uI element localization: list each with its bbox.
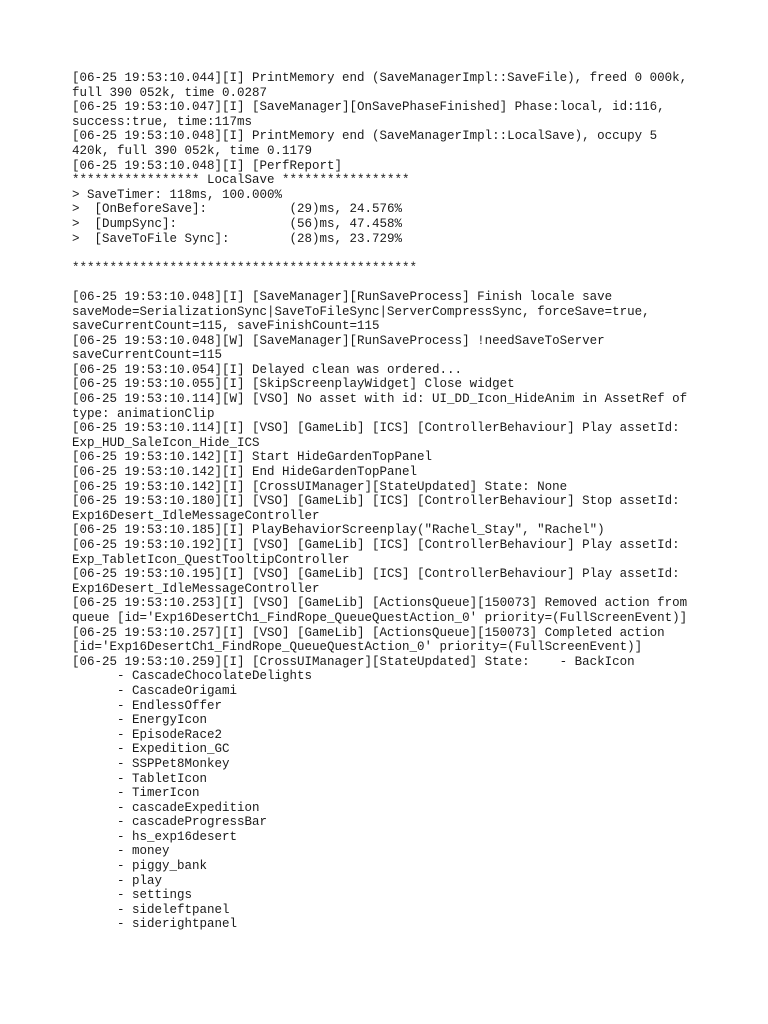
log-line: - CascadeOrigami <box>72 683 238 698</box>
log-line: ********************************************** <box>72 260 418 275</box>
log-line: [06-25 19:53:10.142][I] Start HideGardenTopPanel <box>72 450 433 465</box>
log-line: [06-25 19:53:10.142][I] [CrossUIManager][StateUpdated] State: None <box>72 479 568 494</box>
log-line: [06-25 19:53:10.048][I] [PerfReport] <box>72 158 343 173</box>
log-line: - TabletIcon <box>72 771 208 786</box>
log-line: - hs_exp16desert <box>72 829 238 844</box>
log-line: - cascadeExpedition <box>72 800 260 815</box>
log-line: - TimerIcon <box>72 786 200 801</box>
log-line: [06-25 19:53:10.185][I] PlayBehaviorScreenplay("Rachel_Stay", "Rachel") <box>72 523 605 538</box>
log-line: [06-25 19:53:10.044][I] PrintMemory end (SaveManagerImpl::SaveFile), freed 0 000k, <box>72 71 688 85</box>
log-line: > [SaveToFile Sync]: (28)ms, 23.729% <box>72 231 403 246</box>
log-line: saveCurrentCount=115 <box>72 348 223 363</box>
log-line: > [DumpSync]: (56)ms, 47.458% <box>72 216 403 231</box>
log-line: [id='Exp16DesertCh1_FindRope_QueueQuestAction_0' priority=(FullScreenEvent)] <box>72 640 643 655</box>
blank-line <box>72 246 702 261</box>
log-line: - cascadeProgressBar <box>72 815 268 830</box>
log-line: - EpisodeRace2 <box>72 727 223 742</box>
log-line: [06-25 19:53:10.114][I] [VSO] [GameLib] [ICS] [ControllerBehaviour] Play assetId: <box>72 421 680 436</box>
log-line: success:true, time:117ms <box>72 114 253 129</box>
log-line: - Expedition_GC <box>72 742 230 757</box>
log-line: ***************** LocalSave ***************** <box>72 173 410 188</box>
log-line: - SSPPet8Monkey <box>72 756 230 771</box>
log-line: full 390 052k, time 0.0287 <box>72 85 268 100</box>
log-line: - sideleftpanel <box>72 902 230 917</box>
log-line: - settings <box>72 888 193 903</box>
log-line: [06-25 19:53:10.195][I] [VSO] [GameLib] [ICS] [ControllerBehaviour] Play assetId: <box>72 567 680 582</box>
log-line: queue [id='Exp16DesertCh1_FindRope_QueueQuestAction_0' priority=(FullScreenEvent)] <box>72 610 688 625</box>
log-document <box>72 71 702 932</box>
log-line: saveCurrentCount=115, saveFinishCount=115 <box>72 319 380 334</box>
log-line: - play <box>72 873 163 888</box>
log-line: > [OnBeforeSave]: (29)ms, 24.576% <box>72 202 403 217</box>
log-line: Exp16Desert_IdleMessageController <box>72 581 320 596</box>
log-line: [06-25 19:53:10.048][W] [SaveManager][RunSaveProcess] !needSaveToServer <box>72 333 605 348</box>
log-line: - money <box>72 844 170 859</box>
log-line: - piggy_bank <box>72 859 208 874</box>
log-line: [06-25 19:53:10.253][I] [VSO] [GameLib] [ActionsQueue][150073] Removed action from <box>72 596 688 611</box>
log-line: [06-25 19:53:10.259][I] [CrossUIManager][StateUpdated] State: - BackIcon <box>72 654 635 669</box>
log-line: - EnergyIcon <box>72 713 208 728</box>
blank-line <box>72 275 702 290</box>
log-line: saveMode=SerializationSync|SaveToFileSync|ServerCompressSync, forceSave=true, <box>72 304 650 319</box>
log-line: type: animationClip <box>72 406 215 421</box>
log-line: [06-25 19:53:10.192][I] [VSO] [GameLib] [ICS] [ControllerBehaviour] Play assetId: <box>72 538 680 552</box>
log-line: [06-25 19:53:10.180][I] [VSO] [GameLib] [ICS] [ControllerBehaviour] Stop assetId: <box>72 494 680 509</box>
log-line: Exp16Desert_IdleMessageController <box>72 508 320 523</box>
log-line: - EndlessOffer <box>72 698 223 713</box>
log-line: [06-25 19:53:10.048][I] PrintMemory end (SaveManagerImpl::LocalSave), occupy 5 <box>72 129 658 144</box>
log-line: Exp_TabletIcon_QuestTooltipController <box>72 552 350 567</box>
log-line: - CascadeChocolateDelights <box>72 669 313 684</box>
log-line: > SaveTimer: 118ms, 100.000% <box>72 187 283 202</box>
log-line: - siderightpanel <box>72 917 238 932</box>
log-line: [06-25 19:53:10.055][I] [SkipScreenplayWidget] Close widget <box>72 377 515 392</box>
log-line: [06-25 19:53:10.048][I] [SaveManager][RunSaveProcess] Finish locale save <box>72 289 613 304</box>
log-line: 420k, full 390 052k, time 0.1179 <box>72 143 313 158</box>
log-line: [06-25 19:53:10.142][I] End HideGardenTopPanel <box>72 465 418 480</box>
log-line: [06-25 19:53:10.047][I] [SaveManager][OnSavePhaseFinished] Phase:local, id:116, <box>72 100 665 115</box>
log-line: [06-25 19:53:10.114][W] [VSO] No asset with id: UI_DD_Icon_HideAnim in AssetRef of <box>72 392 688 407</box>
log-line: [06-25 19:53:10.054][I] Delayed clean was ordered... <box>72 362 463 377</box>
log-line: [06-25 19:53:10.257][I] [VSO] [GameLib] [ActionsQueue][150073] Completed action <box>72 625 665 640</box>
log-line: Exp_HUD_SaleIcon_Hide_ICS <box>72 435 260 450</box>
